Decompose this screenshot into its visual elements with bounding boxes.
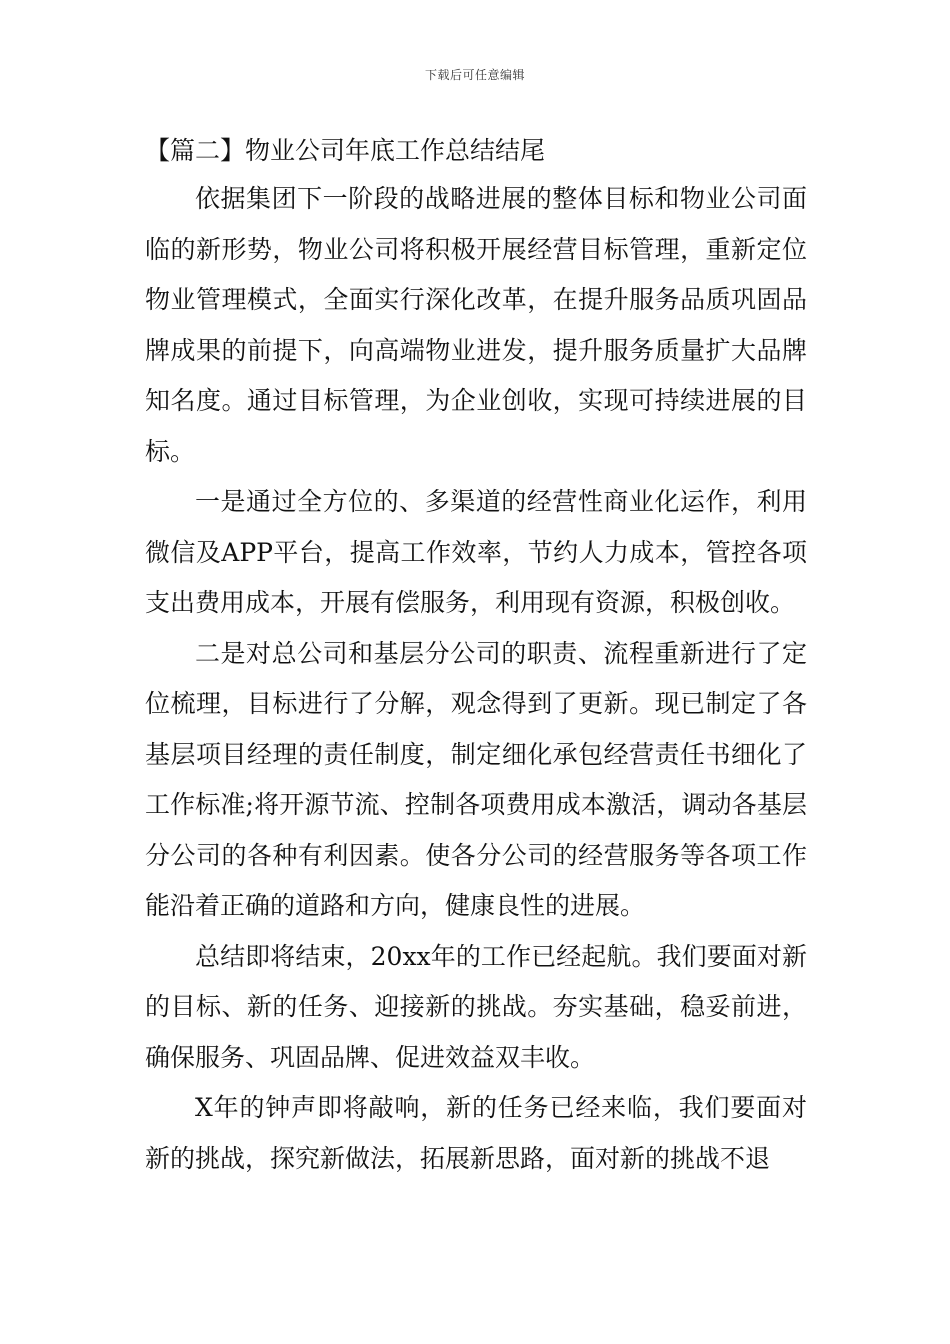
document-body bbox=[145, 128, 807, 1184]
paragraph-intro: 依据集团下一阶段的战略进展的整体目标和物业公司面临的新形势，物业公司将积极开展经营目标管理，重新定位物业管理模式，全面实行深化改革，在提升服务品质巩固品牌成果的前提下，向高端物业进发，提升服务质量扩大品牌知名度。通过目标管理，为企业创收，实现可持续进展的目标。 bbox=[145, 184, 807, 466]
section-heading: 【篇二】物业公司年底工作总结结尾 bbox=[145, 136, 546, 165]
paragraph-summary: 总结即将结束，20xx年的工作已经起航。我们要面对新的目标、新的任务、迎接新的挑战。夯实基础，稳妥前进，确保服务、巩固品牌、促进效益双丰收。 bbox=[145, 941, 807, 1072]
page-header-note: 下载后可任意编辑 bbox=[424, 68, 525, 82]
paragraph-point-one: 一是通过全方位的、多渠道的经营性商业化运作，利用微信及APP平台，提高工作效率，节约人力成本，管控各项支出费用成本，开展有偿服务，利用现有资源，积极创收。 bbox=[145, 487, 807, 617]
paragraph-closing: X年的钟声即将敲响，新的任务已经来临，我们要面对新的挑战，探究新做法，拓展新思路，面对新的挑战不退 bbox=[145, 1093, 807, 1173]
paragraph-point-two: 二是对总公司和基层分公司的职责、流程重新进行了定位梳理，目标进行了分解，观念得到了更新。现已制定了各基层项目经理的责任制度，制定细化承包经营责任书细化了工作标准;将开源节流、控制各项费用成本激活，调动各基层分公司的各种有利因素。使各分公司的经营服务等各项工作能沿着正确的道路和方向，健康良性的进展。 bbox=[145, 638, 807, 920]
